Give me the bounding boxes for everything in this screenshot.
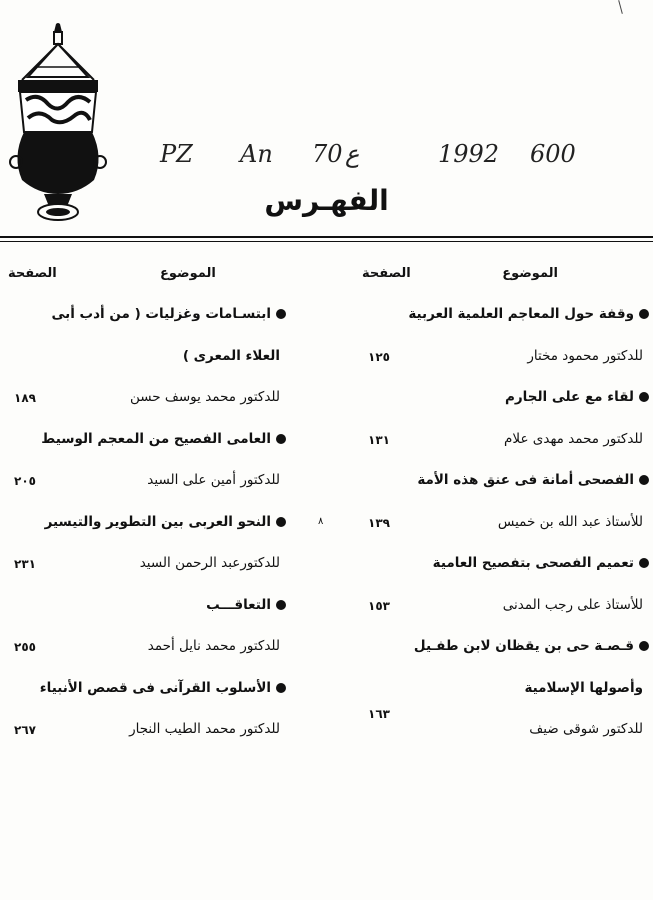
handwritten-note-6: 600: [530, 140, 576, 168]
entry-author: للدكتورعبد الرحمن السيد: [139, 555, 280, 571]
bullet-icon: [639, 641, 649, 651]
toc-entry: [0, 504, 290, 546]
toc-entry: [388, 670, 653, 712]
toc-entry: [0, 338, 290, 380]
page-number: ١٣٩: [368, 516, 390, 530]
handwritten-note-5: 1992: [438, 140, 500, 168]
entry-topic: الأسلوب القرآنى فى قصص الأنبياء: [39, 679, 271, 696]
entry-topic-continued: وأصولها الإسلامية: [524, 679, 643, 696]
toc-entry: [388, 421, 653, 463]
page-number: ١٦٣: [368, 707, 390, 721]
toc-entry: [0, 670, 290, 712]
bullet-icon: [276, 517, 286, 527]
toc-entry: [388, 711, 653, 753]
toc-entry: [0, 545, 290, 587]
toc-entry: [388, 379, 653, 421]
stray-mark: ٨: [318, 516, 324, 527]
bullet-icon: [639, 475, 649, 485]
handwritten-note-1: PZ: [160, 140, 193, 168]
handwritten-note-2: An: [240, 140, 273, 168]
toc-entry: [388, 545, 653, 587]
divider-top: [0, 236, 653, 238]
page-number: ١٨٩: [14, 391, 36, 405]
bullet-icon: [639, 392, 649, 402]
page-title: الفهـرس: [264, 184, 389, 217]
toc-entry: [388, 338, 653, 380]
toc-entry: [388, 462, 653, 504]
toc-entry: [0, 379, 290, 421]
entry-topic: وقفة حول المعاجم العلمية العربية: [408, 306, 634, 322]
toc-entry: [0, 296, 290, 338]
toc-entry: [0, 628, 290, 670]
toc-entry: [388, 587, 653, 629]
bullet-icon: [276, 434, 286, 444]
toc-entry: [0, 421, 290, 463]
toc-entry: [0, 462, 290, 504]
bullet-icon: [276, 309, 286, 319]
toc-entry: [388, 296, 653, 338]
entry-author: للأستاذ عبد الله بن خميس: [497, 513, 643, 530]
entry-author: للدكتور محمد نايل أحمد: [147, 638, 280, 654]
handwritten-note-3: 70: [312, 140, 343, 168]
toc-entry: [388, 504, 653, 546]
page-number: ١٢٥: [368, 350, 390, 364]
entry-author: للدكتور محمود مختار: [527, 347, 643, 364]
toc-left-column: [0, 296, 290, 753]
entry-topic: لقاء مع على الجارم: [505, 389, 634, 405]
page-number: ٢٥٥: [14, 640, 36, 654]
entry-topic: ابتسـامات وغزليات ( من أدب أبى: [51, 306, 271, 322]
page-number: ٢٣١: [14, 557, 36, 571]
page-number: ١٣١: [368, 433, 390, 447]
toc-entry: [388, 628, 653, 670]
entry-author: للدكتور أمين على السيد: [147, 472, 280, 488]
corner-mark: [618, 0, 623, 14]
entry-author: للدكتور محمد مهدى علام: [504, 430, 643, 447]
toc-entry: [0, 587, 290, 629]
entry-topic: قـصـة حى بن يقظان لابن طفـيل: [413, 638, 634, 654]
entry-author: للدكتور شوقى ضيف: [529, 721, 643, 737]
entry-topic: التعاقـــب: [206, 596, 271, 613]
toc-right-column: [388, 296, 653, 753]
page-number: ١٥٣: [368, 599, 390, 613]
entry-topic: الفصحى أمانة فى عنق هذه الأمة: [417, 472, 634, 488]
right-page-header: الصفحة: [362, 266, 411, 281]
right-topic-header: الموضوع: [502, 266, 558, 281]
entry-author: للدكتور محمد الطيب النجار: [129, 721, 280, 737]
handwritten-note-4: ع: [345, 140, 360, 168]
left-page-header: الصفحة: [8, 266, 57, 281]
bullet-icon: [276, 683, 286, 693]
page-number: ٢٦٧: [14, 723, 36, 737]
bullet-icon: [639, 558, 649, 568]
entry-topic-continued: العلاء المعرى ): [182, 347, 280, 364]
entry-topic: النحو العربى بين التطوير والتيسير: [44, 513, 271, 530]
toc-entry: [0, 711, 290, 753]
page-number: ٢٠٥: [14, 474, 36, 488]
divider-bottom: [0, 241, 653, 242]
bullet-icon: [639, 309, 649, 319]
left-topic-header: الموضوع: [160, 266, 216, 281]
entry-topic: العامى الفصيح من المعجم الوسيط: [41, 430, 271, 447]
entry-author: للدكتور محمد يوسف حسن: [129, 389, 280, 405]
entry-author: للأستاذ على رجب المدنى: [502, 596, 643, 613]
entry-topic: تعميم الفصحى بتفصيح العامية: [432, 555, 634, 571]
bullet-icon: [276, 600, 286, 610]
